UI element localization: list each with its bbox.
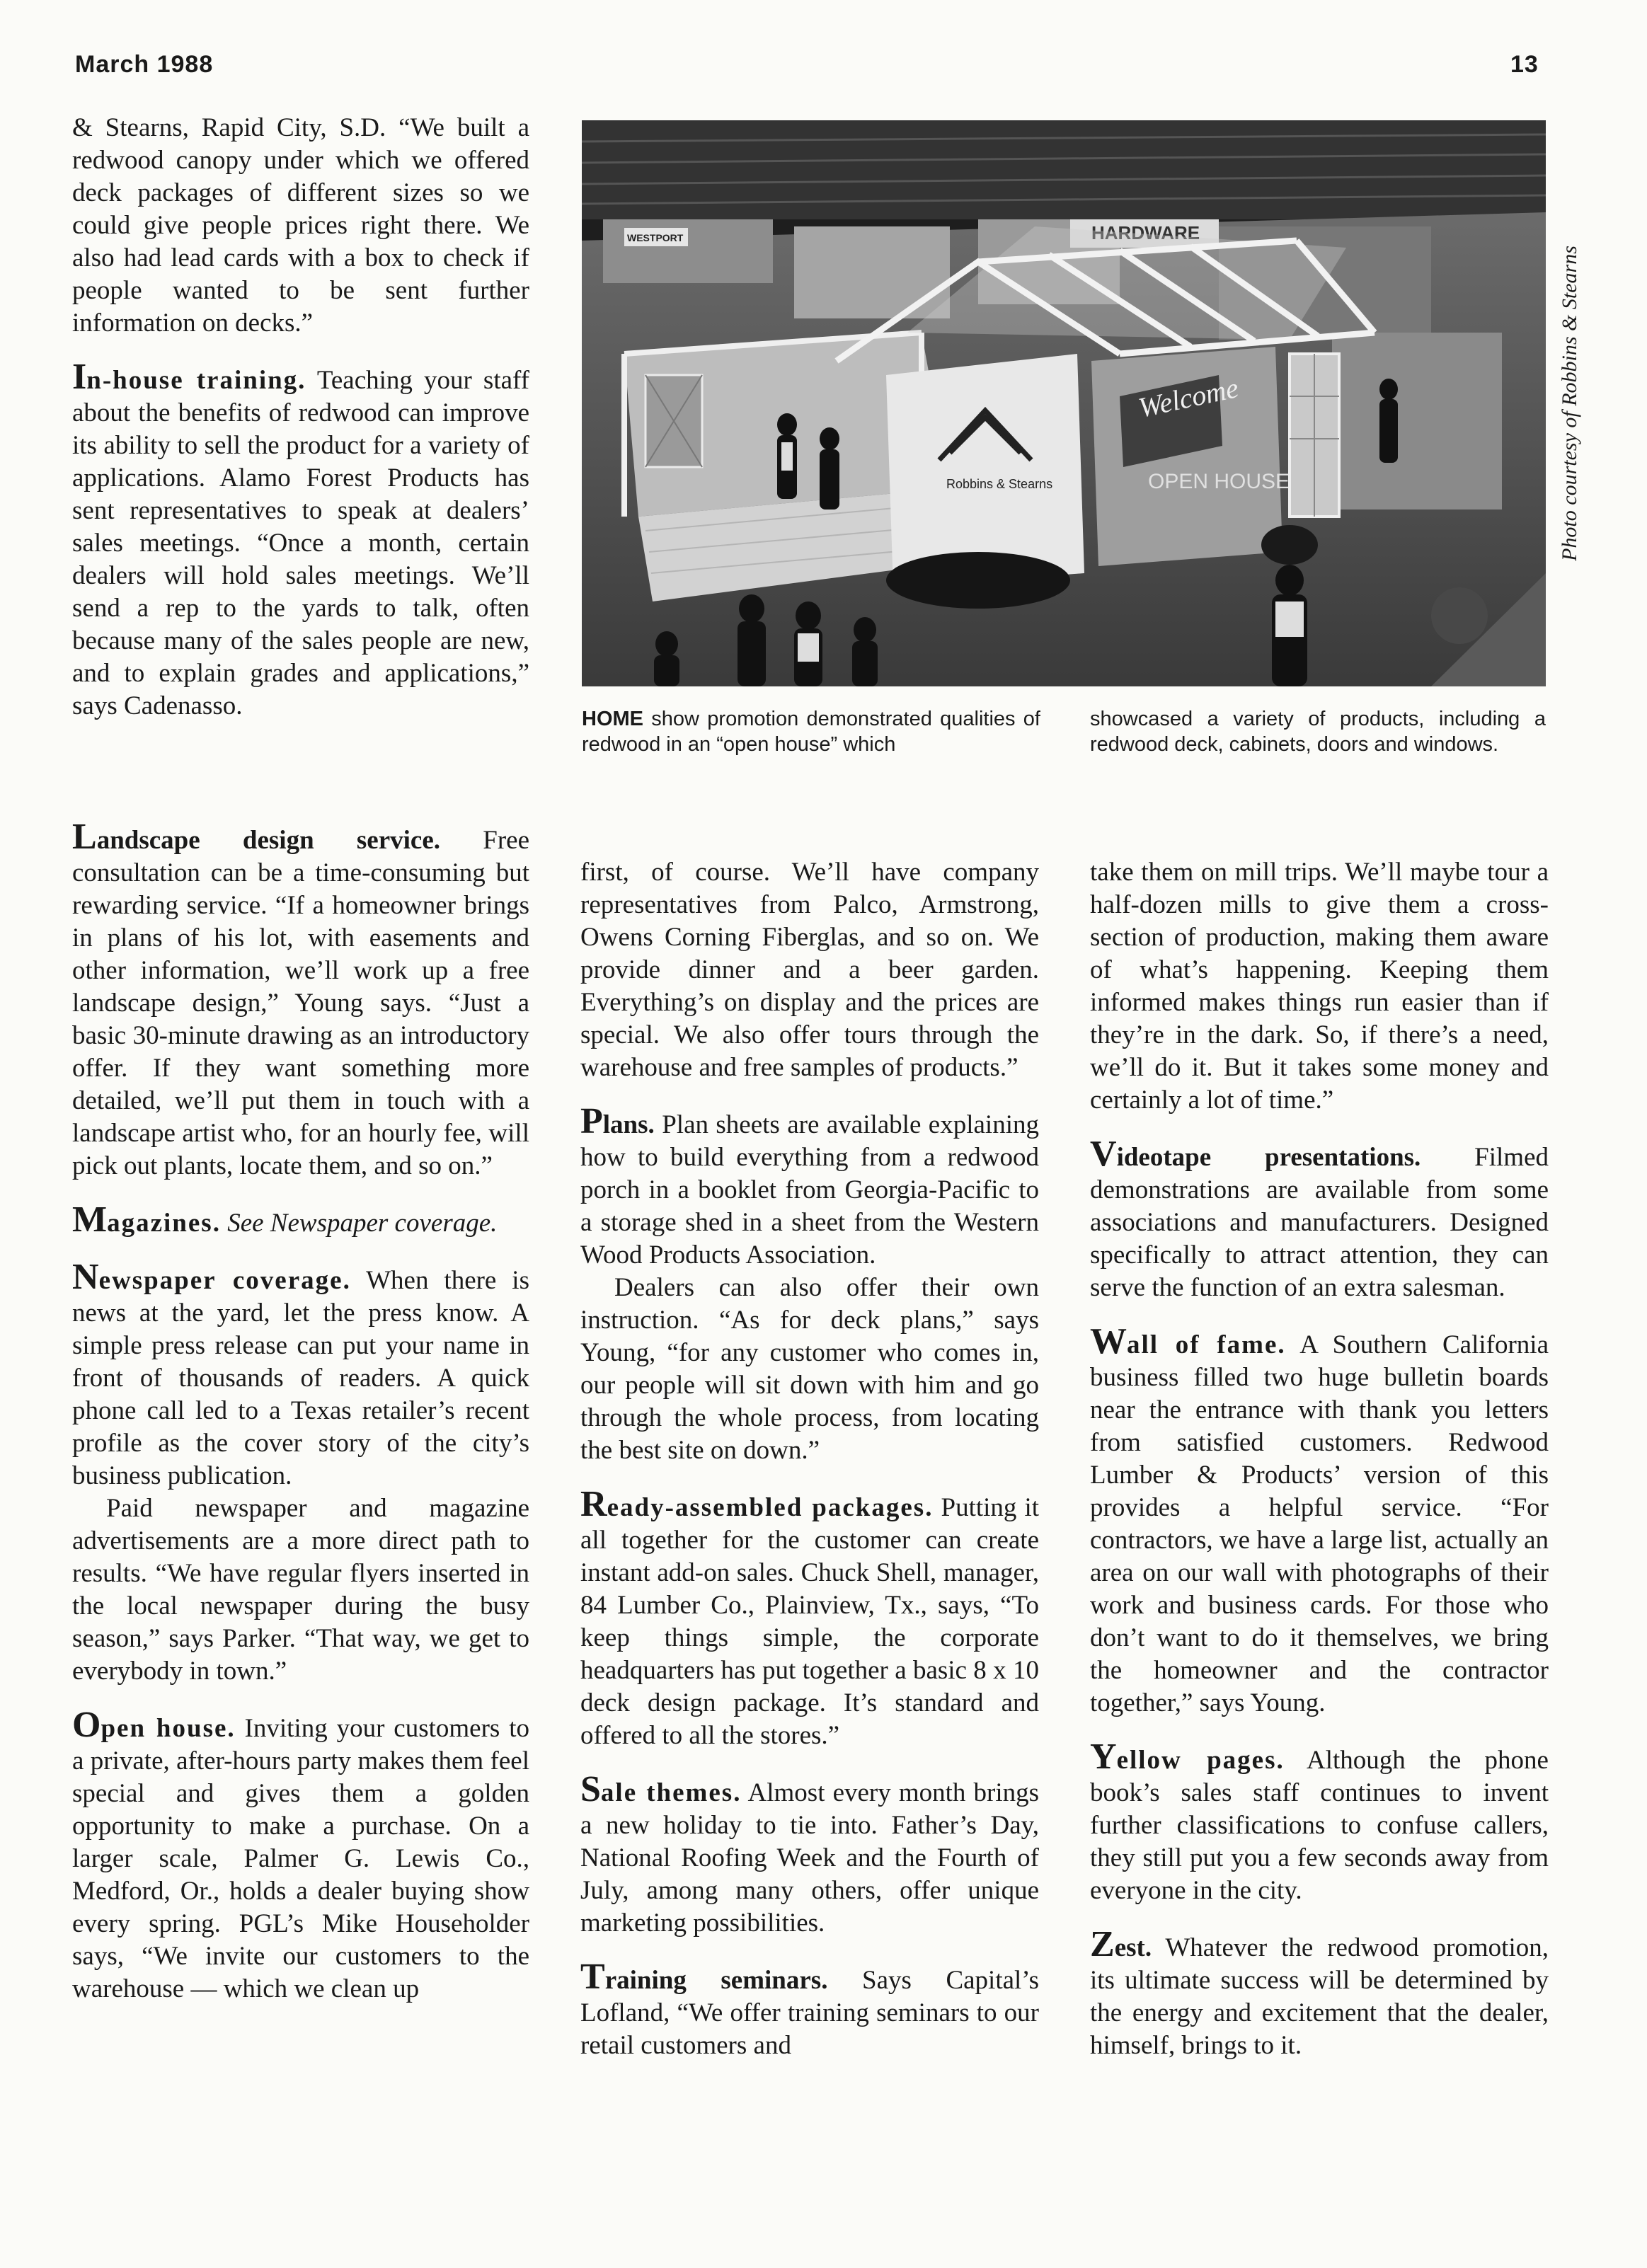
sign-open-house: OPEN HOUSE xyxy=(1148,470,1290,493)
sign-welcome: Welcome xyxy=(1135,372,1241,424)
column-1-top xyxy=(72,112,529,723)
section-plans: Plans. Plan sheets are available explaining how to build everything from a redwood porch in a booklet from Georgia-Pacific to a storage shed in a sheet from the Western Wood Products Association. xyxy=(580,1101,1039,1270)
section-videotape: Videotape presentations. Filmed demonstrations are available from some associations and manufacturers. Designed specifically to attract attention, they can serve the function of an extra salesman. xyxy=(1090,1134,1549,1302)
section-newspaper-coverage: Newspaper coverage. When there is news at the yard, let the press know. A simple press release can put your name in front of thousands of readers. A quick phone call led to a Texas retailer’s recent profile as the cover story of the city’s business publication. xyxy=(72,1257,529,1490)
photo-caption-right: showcased a variety of products, including a redwood deck, cabinets, doors and windows. xyxy=(1090,708,1546,756)
photo-credit: Photo courtesy of Robbins & Stearns xyxy=(1558,246,1581,561)
section-magazines: Magazines. See Newspaper coverage. xyxy=(72,1199,498,1240)
paragraph: take them on mill trips. We’ll maybe tour a half-dozen mills to give them a cross-section of production, making them aware of what’s happening. Keeping them informed makes things run easier than if they’re in the dark. So, if there’s a need, we’ll do it. But it takes some money and certainly a lot of time.” xyxy=(1090,858,1549,1115)
photo-caption-left: HOME show promotion demonstrated qualities of redwood in an “open house” which xyxy=(582,708,1040,756)
section-yellow-pages: Yellow pages. Although the phone book’s sales staff continues to invent further classifications to confuse callers, they still put you a few seconds away from everyone in the city. xyxy=(1090,1737,1549,1905)
page-number: 13 xyxy=(1510,51,1539,78)
section-wall-of-fame: Wall of fame. A Southern California business filled two huge bulletin boards near the entrance with thank you letters from satisfied customers. Redwood Lumber & Products’ version of this provides a helpful service. “For contractors, we have a large list, actually an area on our wall with photographs of their work and business cards. For those who don’t want to do it themselves, we bring the homeowner and the contractor together,” says Young. xyxy=(1090,1321,1549,1717)
sign-westport: WESTPORT xyxy=(627,232,684,243)
sign-hardware: HARDWARE xyxy=(1091,222,1200,243)
paragraph: Paid newspaper and magazine advertisements are a more direct path to results. “We have regular flyers inserted in the local newspaper during the busy season,” says Parker. “That way, we get to everybody in town.” xyxy=(72,1494,529,1686)
section-training-seminars: Training seminars. Says Capital’s Lofland, “We offer training seminars to our retail customers and xyxy=(580,1957,1039,2060)
column-3 xyxy=(1090,856,1549,2062)
sign-robbins-stearns: Robbins & Stearns xyxy=(946,477,1053,491)
caption-lead: HOME xyxy=(582,708,643,730)
issue-date: March 1988 xyxy=(75,51,214,78)
paragraph: first, of course. We’ll have company representatives from Palco, Armstrong, Owens Corning Fiberglas, and so on. We provide dinner and a beer garden. Everything’s on display and the prices are special. We also offer tours through the warehouse and free samples of products.” xyxy=(580,858,1039,1082)
trade-show-photo xyxy=(582,120,1546,686)
section-sale-themes: Sale themes. Almost every month brings a new holiday to tie into. Father’s Day, National Roofing Week and the Fourth of July, among many others, offer unique marketing possibilities. xyxy=(580,1769,1039,1938)
section-in-house-training: In-house training. Teaching your staff about the benefits of redwood can improve its ability to sell the product for a variety of applications. Alamo Forest Products has sent representatives to speak at dealers’ sales meetings. “Once a month, certain dealers will hold sales meetings. We’ll send a rep to the yards to talk, often because many of the sales people are new, and to explain grades and applications,” says Cadenasso. xyxy=(72,357,529,720)
paragraph: & Stearns, Rapid City, S.D. “We built a redwood canopy under which we offered deck packages of different sizes so we could give people prices right there. We also had lead cards with a box to check if people wanted to be sent further information on decks.” xyxy=(72,113,529,338)
paragraph: Dealers can also offer their own instruction. “As for deck plans,” says Young, “for any customer who comes in, our people will sit down with him and go through the whole process, from locating the best site on down.” xyxy=(580,1273,1039,1465)
column-1-bottom xyxy=(72,817,529,2005)
column-2 xyxy=(580,856,1039,2062)
section-zest: Zest. Whatever the redwood promotion, its ultimate success will be determined by the energy and excitement that the dealer, himself, brings to it. xyxy=(1090,1924,1549,2060)
section-ready-assembled: Ready-assembled packages. Putting it all together for the customer can create instant add-on sales. Chuck Shell, manager, 84 Lumber Co., Plainview, Tx., says, “To keep things simple, the corporate headquarters has put together a basic 8 x 10 deck design package. It’s standard and offered to all the stores.” xyxy=(580,1484,1039,1750)
section-open-house: Open house. Inviting your customers to a private, after-hours party makes them feel special and gives them a golden opportunity to make a purchase. On a larger scale, Palmer G. Lewis Co., Medford, Or., holds a dealer buying show every spring. PGL’s Mike Householder says, “We invite our customers to the warehouse — which we clean up xyxy=(72,1705,529,2003)
section-landscape-design: Landscape design service. Free consultation can be a time-consuming but rewarding service. “If a homeowner brings in plans of his lot, with easements and other information, we’ll work up a free landscape design,” Young says. “Just a basic 30-minute drawing as an introductory offer. If they want something more detailed, we’ll put them in touch with a landscape artist who, for an hourly fee, will pick out plants, locate them, and so on.” xyxy=(72,817,529,1180)
